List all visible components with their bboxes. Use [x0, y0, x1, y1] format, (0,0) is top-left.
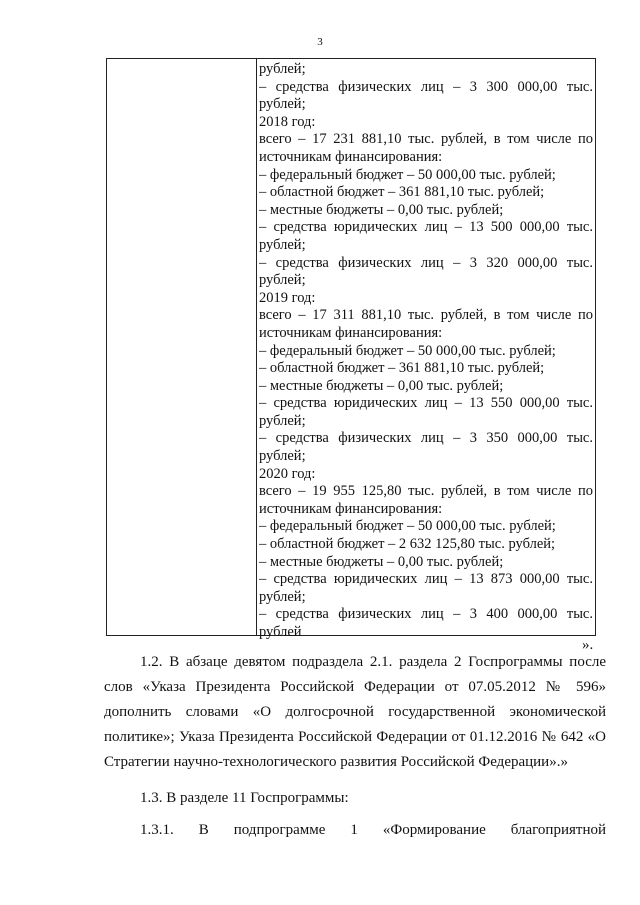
paragraph-line: 1.2. В абзаце девятом подраздела 2.1. раздела 2 Госпрограммы после [140, 654, 606, 670]
financing-line: рублей; [259, 412, 306, 429]
financing-line: – местные бюджеты – 0,00 тыс. рублей; [259, 553, 504, 570]
financing-line: рублей; [259, 588, 306, 605]
financing-line: – областной бюджет – 2 632 125,80 тыс. рублей; [259, 536, 556, 553]
paragraph-line: Стратегии научно-технологического развития Российской Федерации».» [104, 754, 568, 770]
paragraph-line: дополнить словами «О долгосрочной государственной экономической [104, 704, 606, 720]
financing-line: – федеральный бюджет – 50 000,00 тыс. рублей; [259, 166, 556, 183]
closing-quote: ». [582, 637, 594, 653]
financing-line: рублей; [259, 61, 306, 77]
financing-line: 2020 год: [259, 465, 316, 482]
financing-line: – средства юридических лиц – 13 873 000,00 тыс. [259, 571, 593, 588]
financing-line: источникам финансирования: [259, 148, 443, 165]
financing-line: рублей; [259, 96, 306, 113]
financing-line: – федеральный бюджет – 50 000,00 тыс. рублей; [259, 342, 556, 359]
financing-line: – местные бюджеты – 0,00 тыс. рублей; [259, 201, 504, 218]
financing-line: рублей; [259, 236, 306, 253]
paragraph-line: 1.3. В разделе 11 Госпрограммы: [140, 790, 349, 806]
financing-line: рублей; [259, 448, 306, 465]
financing-line: 2019 год: [259, 289, 316, 306]
paragraph-line: 1.3.1. В подпрограмме 1 «Формирование благоприятной [140, 822, 606, 838]
financing-line: – местные бюджеты – 0,00 тыс. рублей; [259, 377, 504, 394]
financing-line: – средства юридических лиц – 13 550 000,00 тыс. [259, 395, 593, 412]
financing-line: всего – 17 231 881,10 тыс. рублей, в том числе по [259, 131, 593, 148]
page-number: 3 [317, 36, 323, 48]
financing-line: всего – 19 955 125,80 тыс. рублей, в том числе по [259, 483, 593, 500]
financing-line: – средства физических лиц – 3 400 000,00 тыс. [259, 606, 593, 623]
paragraph-1-3 [104, 786, 606, 811]
paragraph-line: политике»; Указа Президента Российской Федерации от 01.12.2016 № 642 «О [104, 729, 606, 745]
financing-line: – областной бюджет – 361 881,10 тыс. рублей; [259, 360, 545, 377]
financing-line: всего – 17 311 881,10 тыс. рублей, в том числе по [259, 307, 593, 324]
financing-line: рублей [259, 624, 302, 640]
financing-line: 2018 год: [259, 113, 316, 130]
financing-line: – федеральный бюджет – 50 000,00 тыс. рублей; [259, 518, 556, 535]
financing-line: рублей; [259, 272, 306, 289]
table-right-cell [257, 59, 595, 640]
paragraph-1-3-1 [104, 818, 606, 843]
financing-table [106, 58, 596, 640]
financing-line: источникам финансирования: [259, 500, 443, 517]
financing-line: – средства юридических лиц – 13 500 000,00 тыс. [259, 219, 593, 236]
financing-line: – областной бюджет – 361 881,10 тыс. рублей; [259, 184, 545, 201]
paragraph-line: слов «Указа Президента Российской Федерации от 07.05.2012 № 596» [104, 679, 606, 695]
table-left-cell [107, 59, 257, 635]
paragraph-1-2 [104, 650, 606, 775]
financing-line: источникам финансирования: [259, 324, 443, 341]
financing-line: – средства физических лиц – 3 320 000,00 тыс. [259, 254, 593, 271]
financing-line: – средства физических лиц – 3 300 000,00 тыс. [259, 78, 593, 95]
financing-line: – средства физических лиц – 3 350 000,00 тыс. [259, 430, 593, 447]
